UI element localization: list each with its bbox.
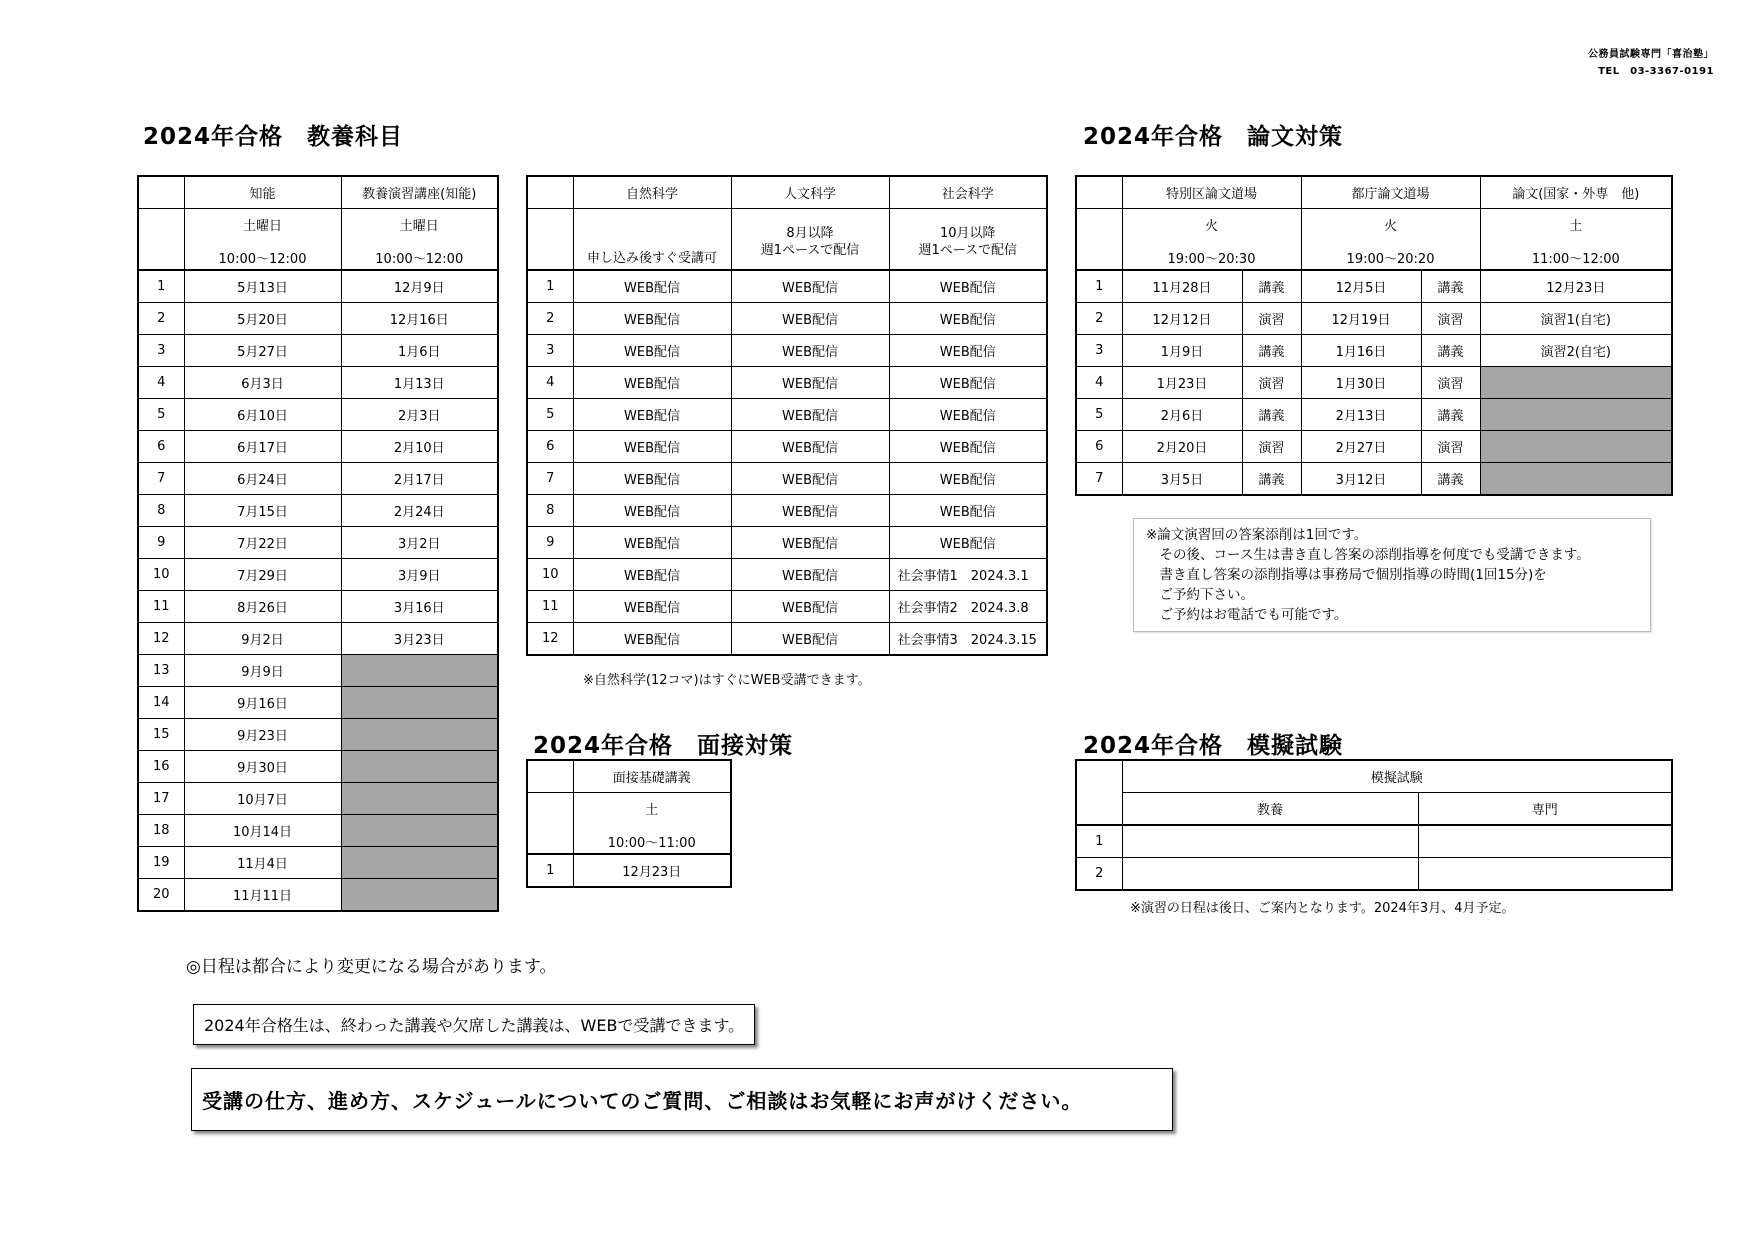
table-cell: WEB配信: [573, 335, 731, 367]
table-row: [138, 303, 498, 335]
row-number-cell: 2: [1076, 858, 1122, 891]
schedule-cell: [1122, 209, 1301, 271]
table-cell: WEB配信: [889, 527, 1047, 559]
day-label: 土曜日: [399, 219, 439, 234]
table-cell: WEB配信: [731, 495, 889, 527]
table-cell: 2月27日: [1301, 431, 1421, 463]
table-cell: WEB配信: [573, 527, 731, 559]
table-cell: [341, 719, 498, 751]
table-row: [527, 591, 1047, 623]
day-label: 土曜日: [242, 219, 282, 234]
table-row: [138, 751, 498, 783]
table-cell: WEB配信: [889, 303, 1047, 335]
web-info-box: 2024年合格生は、終わった講義や欠席した講義は、WEBで受講できます。: [193, 1004, 755, 1045]
delivery-note-cell: [573, 209, 731, 271]
row-number-cell: 16: [138, 751, 184, 783]
table-cell: 演習: [1421, 431, 1480, 463]
table-cell: 7月15日: [184, 495, 341, 527]
table-cell: 11月11日: [184, 879, 341, 912]
row-number-cell: 1: [527, 854, 573, 887]
table-row: [527, 463, 1047, 495]
table-cell: 12月12日: [1122, 303, 1242, 335]
row-number-cell: 8: [527, 495, 573, 527]
table-row: [1076, 303, 1672, 335]
table-cell: WEB配信: [731, 591, 889, 623]
row-number-cell: 1: [138, 270, 184, 303]
table-cell: WEB配信: [573, 303, 731, 335]
row-number-cell: 14: [138, 687, 184, 719]
table-cell: WEB配信: [731, 623, 889, 656]
schedule-cell: [341, 209, 498, 271]
table-cell: 3月12日: [1301, 463, 1421, 496]
delivery-note: 申し込み後すぐ受講可: [586, 251, 717, 266]
table-cell: 10月7日: [184, 783, 341, 815]
ronbun-notes-box: [1133, 518, 1651, 632]
table-cell: 社会事情3 2024.3.15: [889, 623, 1047, 656]
row-number-cell: 12: [527, 623, 573, 656]
table-cell: 12月23日: [573, 854, 731, 887]
table-cell: WEB配信: [573, 463, 731, 495]
table-row: [527, 399, 1047, 431]
table-row: [1076, 858, 1672, 891]
table-cell: WEB配信: [731, 527, 889, 559]
row-number-cell: 3: [138, 335, 184, 367]
day-label: 火: [1205, 219, 1219, 234]
row-number-cell: 6: [1076, 431, 1122, 463]
table-cell: [1480, 399, 1672, 431]
table-cell: WEB配信: [573, 559, 731, 591]
table-cell: WEB配信: [573, 623, 731, 656]
delivery-note: 8月以降 週1ペースで配信: [760, 226, 860, 258]
table-cell: 12月16日: [341, 303, 498, 335]
table-cell: 6月24日: [184, 463, 341, 495]
table-cell: 2月24日: [341, 495, 498, 527]
table-row: [527, 431, 1047, 463]
science-footnote: ※自然科学(12コマ)はすぐにWEB受講できます。: [583, 673, 871, 688]
table-row: [138, 815, 498, 847]
table-cell: 講義: [1242, 399, 1301, 431]
table-cell: 2月20日: [1122, 431, 1242, 463]
table-row: [138, 431, 498, 463]
table-row: [138, 879, 498, 912]
table-cell: [341, 751, 498, 783]
table-row: [527, 335, 1047, 367]
table-cell: 演習2(自宅): [1480, 335, 1672, 367]
table-cell: WEB配信: [573, 367, 731, 399]
row-number-cell: 4: [1076, 367, 1122, 399]
column-header: 面接基礎講義: [573, 760, 731, 793]
table-cell: 11月28日: [1122, 270, 1242, 303]
row-number-cell: 10: [138, 559, 184, 591]
corner-cell: [138, 176, 184, 209]
row-number-cell: 5: [1076, 399, 1122, 431]
kyoyo-title: 2024年合格 教養科目: [143, 124, 404, 150]
mensetsu-title: 2024年合格 面接対策: [533, 733, 794, 759]
kyoyo-schedule-table: [137, 175, 499, 912]
ronbun-title: 2024年合格 論文対策: [1083, 124, 1344, 150]
mogi-footnote: ※演習の日程は後日、ご案内となります。2024年3月、4月予定。: [1130, 901, 1515, 916]
row-number-cell: 11: [527, 591, 573, 623]
row-number-cell: 2: [527, 303, 573, 335]
delivery-note: 10月以降 週1ペースで配信: [918, 226, 1018, 258]
table-cell: WEB配信: [731, 367, 889, 399]
row-number-cell: 20: [138, 879, 184, 912]
table-cell: 10月14日: [184, 815, 341, 847]
table-cell: 2月3日: [341, 399, 498, 431]
column-header: 特別区論文道場: [1122, 176, 1301, 209]
schedule-cell: [573, 793, 731, 855]
table-row: [138, 591, 498, 623]
column-header: 模擬試験: [1122, 760, 1672, 793]
table-cell: 社会事情1 2024.3.1: [889, 559, 1047, 591]
note-line: ※論文演習回の答案添削は1回です。: [1146, 527, 1368, 543]
table-cell: 6月10日: [184, 399, 341, 431]
schedule-change-note: ◎日程は都合により変更になる場合があります。: [186, 957, 557, 977]
table-cell: [1418, 825, 1672, 858]
table-row: [527, 303, 1047, 335]
table-cell: 8月26日: [184, 591, 341, 623]
table-cell: 演習: [1242, 303, 1301, 335]
column-header: 論文(国家・外専 他): [1480, 176, 1672, 209]
table-cell: WEB配信: [573, 431, 731, 463]
table-row: [1076, 270, 1672, 303]
schedule-cell: [1301, 209, 1480, 271]
row-number-cell: 13: [138, 655, 184, 687]
table-cell: [1418, 858, 1672, 891]
table-row: [527, 854, 731, 887]
mensetsu-schedule-table: [526, 759, 732, 888]
table-row: [1076, 431, 1672, 463]
row-number-cell: 7: [527, 463, 573, 495]
row-number-cell: 15: [138, 719, 184, 751]
table-row: [1076, 399, 1672, 431]
mogi-schedule-table: [1075, 759, 1673, 891]
table-cell: WEB配信: [573, 591, 731, 623]
row-number-cell: 10: [527, 559, 573, 591]
table-cell: 演習: [1242, 367, 1301, 399]
column-subheader: 専門: [1418, 793, 1672, 826]
table-cell: WEB配信: [573, 399, 731, 431]
table-cell: 12月19日: [1301, 303, 1421, 335]
table-row: [138, 559, 498, 591]
table-cell: WEB配信: [889, 270, 1047, 303]
table-cell: WEB配信: [731, 431, 889, 463]
table-cell: WEB配信: [889, 399, 1047, 431]
time-label: 10:00～11:00: [607, 836, 696, 851]
row-number-cell: 9: [138, 527, 184, 559]
row-number-cell: 19: [138, 847, 184, 879]
table-cell: WEB配信: [889, 335, 1047, 367]
table-cell: WEB配信: [889, 367, 1047, 399]
schedule-cell: [184, 209, 341, 271]
table-row: [138, 527, 498, 559]
column-subheader: 教養: [1122, 793, 1418, 826]
day-label: 土: [1569, 219, 1583, 234]
table-row: [138, 847, 498, 879]
table-row: [138, 335, 498, 367]
table-row: [138, 719, 498, 751]
school-name: 公務員試験専門「喜治塾」: [1588, 49, 1714, 60]
day-label: 土: [645, 803, 659, 818]
table-cell: [1122, 858, 1418, 891]
table-cell: 3月16日: [341, 591, 498, 623]
table-cell: 12月23日: [1480, 270, 1672, 303]
table-cell: 9月16日: [184, 687, 341, 719]
table-row: [138, 367, 498, 399]
row-number-cell: 6: [138, 431, 184, 463]
table-row: [1076, 463, 1672, 496]
time-label: 19:00～20:30: [1167, 252, 1256, 267]
table-row: [138, 655, 498, 687]
day-label: 火: [1384, 219, 1398, 234]
table-row: [1076, 825, 1672, 858]
table-cell: [341, 655, 498, 687]
note-line: ご予約下さい。: [1146, 587, 1254, 603]
time-label: 19:00～20:20: [1346, 252, 1435, 267]
row-number-cell: 1: [527, 270, 573, 303]
table-cell: WEB配信: [731, 335, 889, 367]
table-row: [527, 623, 1047, 656]
row-number-cell: 2: [138, 303, 184, 335]
table-cell: 12月9日: [341, 270, 498, 303]
table-row: [138, 463, 498, 495]
table-row: [138, 783, 498, 815]
table-cell: 2月13日: [1301, 399, 1421, 431]
table-cell: 講義: [1421, 335, 1480, 367]
table-cell: 演習1(自宅): [1480, 303, 1672, 335]
mogi-title: 2024年合格 模擬試験: [1083, 733, 1344, 759]
table-cell: 5月20日: [184, 303, 341, 335]
table-cell: WEB配信: [573, 495, 731, 527]
table-cell: 講義: [1242, 463, 1301, 496]
delivery-note-cell: [731, 209, 889, 271]
table-cell: 3月2日: [341, 527, 498, 559]
table-cell: [1480, 463, 1672, 496]
table-row: [527, 559, 1047, 591]
schedule-cell: [1480, 209, 1672, 271]
time-label: 10:00～12:00: [218, 252, 307, 267]
table-cell: 6月17日: [184, 431, 341, 463]
contact-info-box: 受講の仕方、進め方、スケジュールについてのご質問、ご相談はお気軽にお声がけください。: [191, 1068, 1173, 1131]
column-header: 都庁論文道場: [1301, 176, 1480, 209]
table-row: [1076, 367, 1672, 399]
table-cell: 12月5日: [1301, 270, 1421, 303]
table-cell: WEB配信: [889, 495, 1047, 527]
table-cell: 9月23日: [184, 719, 341, 751]
note-line: ご予約はお電話でも可能です。: [1146, 607, 1348, 623]
table-cell: 講義: [1242, 270, 1301, 303]
table-row: [527, 495, 1047, 527]
table-cell: WEB配信: [731, 559, 889, 591]
table-cell: 9月9日: [184, 655, 341, 687]
table-cell: 演習: [1421, 303, 1480, 335]
column-header: 知能: [184, 176, 341, 209]
table-row: [138, 270, 498, 303]
table-cell: WEB配信: [889, 463, 1047, 495]
science-schedule-table: [526, 175, 1048, 656]
table-cell: 講義: [1242, 335, 1301, 367]
time-label: 10:00～12:00: [375, 252, 464, 267]
row-number-cell: 3: [527, 335, 573, 367]
table-cell: 2月17日: [341, 463, 498, 495]
table-cell: WEB配信: [731, 303, 889, 335]
delivery-note-cell: [889, 209, 1047, 271]
row-number-cell: 11: [138, 591, 184, 623]
row-number-cell: 17: [138, 783, 184, 815]
table-cell: 演習: [1421, 367, 1480, 399]
table-cell: [1480, 431, 1672, 463]
table-cell: [1480, 367, 1672, 399]
note-line: 書き直し答案の添削指導は事務局で個別指導の時間(1回15分)を: [1146, 567, 1547, 583]
table-row: [138, 687, 498, 719]
row-number-cell: 1: [1076, 825, 1122, 858]
table-cell: 3月5日: [1122, 463, 1242, 496]
table-cell: [341, 687, 498, 719]
row-number-cell: 4: [527, 367, 573, 399]
table-cell: 2月10日: [341, 431, 498, 463]
table-cell: 1月30日: [1301, 367, 1421, 399]
table-cell: 1月6日: [341, 335, 498, 367]
table-row: [138, 623, 498, 655]
table-row: [527, 270, 1047, 303]
table-cell: WEB配信: [889, 431, 1047, 463]
table-cell: WEB配信: [731, 270, 889, 303]
table-cell: 1月13日: [341, 367, 498, 399]
ronbun-schedule-table: [1075, 175, 1673, 496]
row-number-cell: 7: [1076, 463, 1122, 496]
table-cell: 11月4日: [184, 847, 341, 879]
row-number-cell: 3: [1076, 335, 1122, 367]
table-cell: 講義: [1421, 463, 1480, 496]
row-number-cell: 2: [1076, 303, 1122, 335]
row-number-cell: 5: [138, 399, 184, 431]
table-cell: 3月23日: [341, 623, 498, 655]
table-cell: 講義: [1421, 270, 1480, 303]
table-row: [1076, 335, 1672, 367]
table-cell: [341, 879, 498, 912]
table-cell: WEB配信: [573, 270, 731, 303]
row-number-cell: 8: [138, 495, 184, 527]
table-row: [527, 367, 1047, 399]
table-cell: 6月3日: [184, 367, 341, 399]
note-line: その後、コース生は書き直し答案の添削指導を何度でも受講できます。: [1146, 547, 1590, 563]
time-label: 11:00～12:00: [1531, 252, 1620, 267]
table-cell: 1月16日: [1301, 335, 1421, 367]
table-cell: 1月23日: [1122, 367, 1242, 399]
table-cell: [341, 783, 498, 815]
table-cell: 5月13日: [184, 270, 341, 303]
table-cell: 9月30日: [184, 751, 341, 783]
column-header: 自然科学: [573, 176, 731, 209]
row-number-cell: 1: [1076, 270, 1122, 303]
table-cell: [341, 815, 498, 847]
table-cell: 講義: [1421, 399, 1480, 431]
table-cell: 1月9日: [1122, 335, 1242, 367]
row-number-cell: 4: [138, 367, 184, 399]
row-number-cell: 12: [138, 623, 184, 655]
table-cell: 7月29日: [184, 559, 341, 591]
table-cell: 9月2日: [184, 623, 341, 655]
table-cell: 社会事情2 2024.3.8: [889, 591, 1047, 623]
row-number-cell: 9: [527, 527, 573, 559]
brand-header: [1588, 46, 1714, 80]
table-cell: 3月9日: [341, 559, 498, 591]
table-row: [138, 399, 498, 431]
table-cell: 7月22日: [184, 527, 341, 559]
table-cell: 演習: [1242, 431, 1301, 463]
phone-number: TEL 03-3367-0191: [1598, 66, 1714, 77]
table-row: [138, 495, 498, 527]
column-header: 人文科学: [731, 176, 889, 209]
table-cell: WEB配信: [731, 463, 889, 495]
table-cell: WEB配信: [731, 399, 889, 431]
row-number-cell: 6: [527, 431, 573, 463]
row-number-cell: 7: [138, 463, 184, 495]
table-cell: 5月27日: [184, 335, 341, 367]
column-header: 教養演習講座(知能): [341, 176, 498, 209]
table-row: [527, 527, 1047, 559]
table-cell: 2月6日: [1122, 399, 1242, 431]
column-header: 社会科学: [889, 176, 1047, 209]
row-number-cell: 18: [138, 815, 184, 847]
table-cell: [341, 847, 498, 879]
row-number-cell: 5: [527, 399, 573, 431]
table-cell: [1122, 825, 1418, 858]
